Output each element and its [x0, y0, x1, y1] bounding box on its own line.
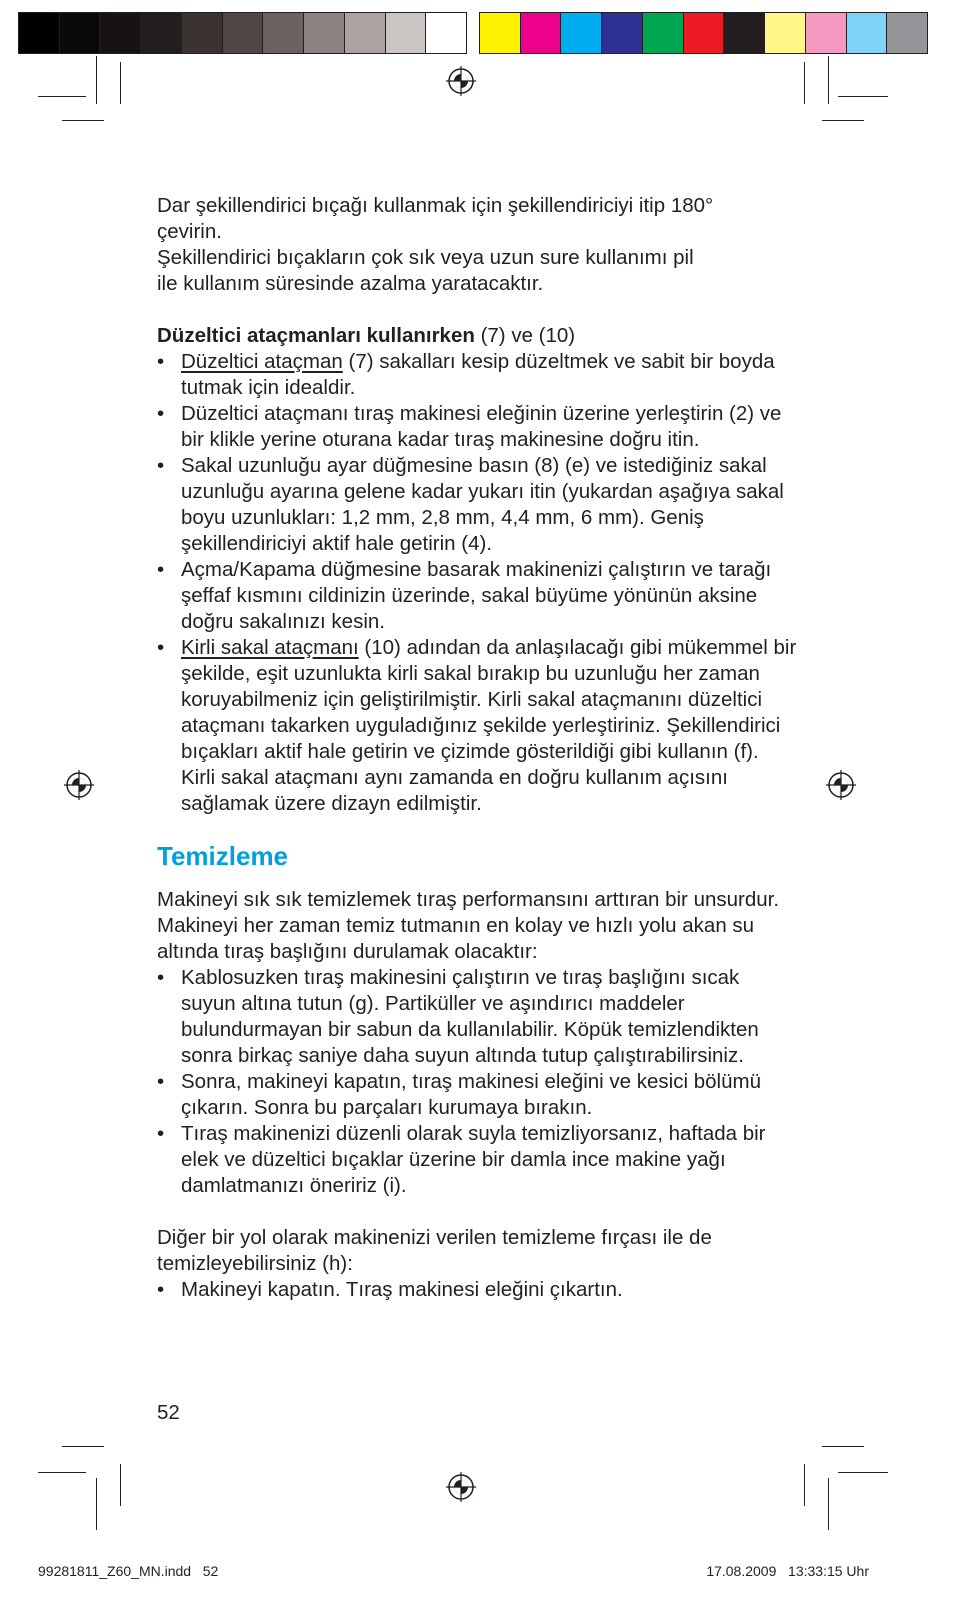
- text-line: çevirin.: [157, 220, 222, 243]
- item-text: Düzeltici ataçmanı tıraş makinesi eleğinin üzerine yerleştirin (2) ve bir klikle yerine oturana kadar tıraş makinesine doğru itin.: [181, 402, 782, 451]
- page-content: [157, 193, 797, 1303]
- item-text: (10) adından da anlaşılacağı gibi mükemmel bir şekilde, eşit uzunlukta kirli sakal bırakıp bu uzunluğu her zaman koruyabilmeniz için geliştirilmiştir. Kirli sakal ataçmanını düzeltici ataçmanı takarken uyguladığınız şekilde yerleştiriniz. Şekillendirici bıçakları aktif hale getirin ve çizimde gösterildiği gibi kullanın (f). Kirli sakal ataçmanı aynı zamanda en doğru kullanım açısını sağlamak üzere dizayn edilmiştir.: [181, 636, 797, 815]
- bullet: •: [157, 636, 165, 659]
- list-item: [157, 401, 797, 453]
- paragraph: Makineyi sık sık temizlemek tıraş performansını arttıran bir unsurdur.: [157, 888, 780, 911]
- crop-mark: [38, 96, 86, 97]
- list-item: [157, 349, 797, 401]
- list-item: [157, 635, 797, 817]
- paragraph: [157, 193, 797, 297]
- list-item: [157, 1277, 797, 1303]
- item-text: Kablosuzken tıraş makinesini çalıştırın ve tıraş başlığını sıcak suyun altına tutun (g). Partiküller ve aşındırıcı maddeler bulundurmayan bir sabun da kullanılabilir. Köpük temizlendikten sonra birkaç saniye daha suyun altında tutup çalıştırabilirsiniz.: [181, 966, 759, 1067]
- subheading-bold: Düzeltici ataçmanları kullanırken: [157, 324, 475, 347]
- item-text: Sakal uzunluğu ayar düğmesine basın (8) (e) ve istediğiniz sakal uzunluğu ayarına gelene kadar yukarı itin (yukardan aşağıya sakal boyu uzunlukları: 1,2 mm, 2,8 mm, 4,4 mm, 6 mm). Geniş şekillendiriciyi aktif hale getirin (4).: [181, 454, 784, 555]
- crop-mark: [120, 1464, 121, 1506]
- crop-mark: [62, 120, 104, 121]
- bullet: •: [157, 966, 165, 989]
- color-swatch: [426, 13, 466, 53]
- color-swatch: [141, 13, 182, 53]
- color-swatch: [480, 13, 521, 53]
- crop-mark: [838, 96, 888, 97]
- text-line: Dar şekillendirici bıçağı kullanmak için şekillendiriciyi itip 180°: [157, 194, 714, 217]
- crop-mark: [828, 56, 829, 104]
- term-trimmer-attachment: Düzeltici ataçman: [181, 350, 343, 373]
- trimmer-subheading: [157, 323, 797, 349]
- color-swatch: [887, 13, 927, 53]
- bullet: •: [157, 350, 165, 373]
- bullet: •: [157, 454, 165, 477]
- list-item: [157, 1069, 797, 1121]
- color-swatch: [561, 13, 602, 53]
- color-swatch: [100, 13, 141, 53]
- item-text: Açma/Kapama düğmesine basarak makinenizi çalıştırın ve tarağı şeffaf kısmını cildinizin üzerinde, sakal büyüme yönünün aksine doğru sakalınızı kesin.: [181, 558, 772, 633]
- color-calibration-bar-process: [479, 12, 928, 54]
- subheading-rest: (7) ve (10): [474, 324, 576, 347]
- section-heading-cleaning: Temizleme: [157, 841, 289, 871]
- crop-mark: [62, 1446, 104, 1447]
- page-number: 52: [157, 1401, 180, 1424]
- footer-file-info: 99281811_Z60_MN.indd 52: [38, 1563, 219, 1579]
- trimmer-list: [157, 349, 797, 817]
- crop-mark: [822, 1446, 864, 1447]
- bullet: •: [157, 1278, 165, 1301]
- color-swatch: [345, 13, 386, 53]
- bullet: •: [157, 402, 165, 425]
- color-swatch: [263, 13, 304, 53]
- color-swatch: [386, 13, 427, 53]
- color-swatch: [223, 13, 264, 53]
- term-stubble-attachment: Kirli sakal ataçmanı: [181, 636, 359, 659]
- color-swatch: [643, 13, 684, 53]
- list-item: [157, 557, 797, 635]
- footer-timestamp: 17.08.2009 13:33:15 Uhr: [706, 1563, 869, 1579]
- item-text: (7) sakalları kesip düzeltmek ve sabit bir boyda tutmak için idealdir.: [181, 350, 775, 399]
- color-swatch: [806, 13, 847, 53]
- color-swatch: [684, 13, 725, 53]
- color-swatch: [847, 13, 888, 53]
- color-swatch: [304, 13, 345, 53]
- crop-mark: [804, 1464, 805, 1506]
- bullet: •: [157, 1070, 165, 1093]
- crop-mark: [96, 1478, 97, 1530]
- color-swatch: [521, 13, 562, 53]
- color-swatch: [724, 13, 765, 53]
- paragraph: Makineyi her zaman temiz tutmanın en kolay ve hızlı yolu akan su altında tıraş başlığını durulamak olacaktır:: [157, 914, 755, 963]
- color-swatch: [765, 13, 806, 53]
- bullet: •: [157, 558, 165, 581]
- text-line: Şekillendirici bıçakların çok sık veya uzun sure kullanımı pil: [157, 246, 694, 269]
- list-item: [157, 1121, 797, 1199]
- bullet: •: [157, 1122, 165, 1145]
- item-text: Sonra, makineyi kapatın, tıraş makinesi eleğini ve kesici bölümü çıkarın. Sonra bu parçaları kurumaya bırakın.: [181, 1070, 761, 1119]
- registration-target-icon: [446, 66, 476, 96]
- crop-mark: [120, 62, 121, 104]
- crop-mark: [38, 1472, 86, 1473]
- list-item: [157, 965, 797, 1069]
- item-text: Tıraş makinenizi düzenli olarak suyla temizliyorsanız, haftada bir elek ve düzeltici bıçaklar üzerine bir damla ince makine yağı damlatmanızı öneririz (i).: [181, 1122, 766, 1197]
- color-calibration-bar-grays: [18, 12, 467, 54]
- crop-mark: [96, 56, 97, 104]
- registration-target-icon: [64, 770, 94, 800]
- registration-target-icon: [446, 1472, 476, 1502]
- crop-mark: [822, 120, 864, 121]
- crop-mark: [828, 1478, 829, 1530]
- paragraph: Diğer bir yol olarak makinenizi verilen temizleme fırçası ile de temizleyebilirsiniz (h):: [157, 1226, 712, 1275]
- cleaning-list-2: [157, 1277, 797, 1303]
- cleaning-list: [157, 965, 797, 1199]
- registration-target-icon: [826, 770, 856, 800]
- text-line: ile kullanım süresinde azalma yaratacaktır.: [157, 272, 544, 295]
- color-swatch: [182, 13, 223, 53]
- item-text: Makineyi kapatın. Tıraş makinesi eleğini çıkartın.: [181, 1278, 623, 1301]
- crop-mark: [804, 62, 805, 104]
- list-item: [157, 453, 797, 557]
- color-swatch: [602, 13, 643, 53]
- color-swatch: [19, 13, 60, 53]
- crop-mark: [838, 1472, 888, 1473]
- color-swatch: [60, 13, 101, 53]
